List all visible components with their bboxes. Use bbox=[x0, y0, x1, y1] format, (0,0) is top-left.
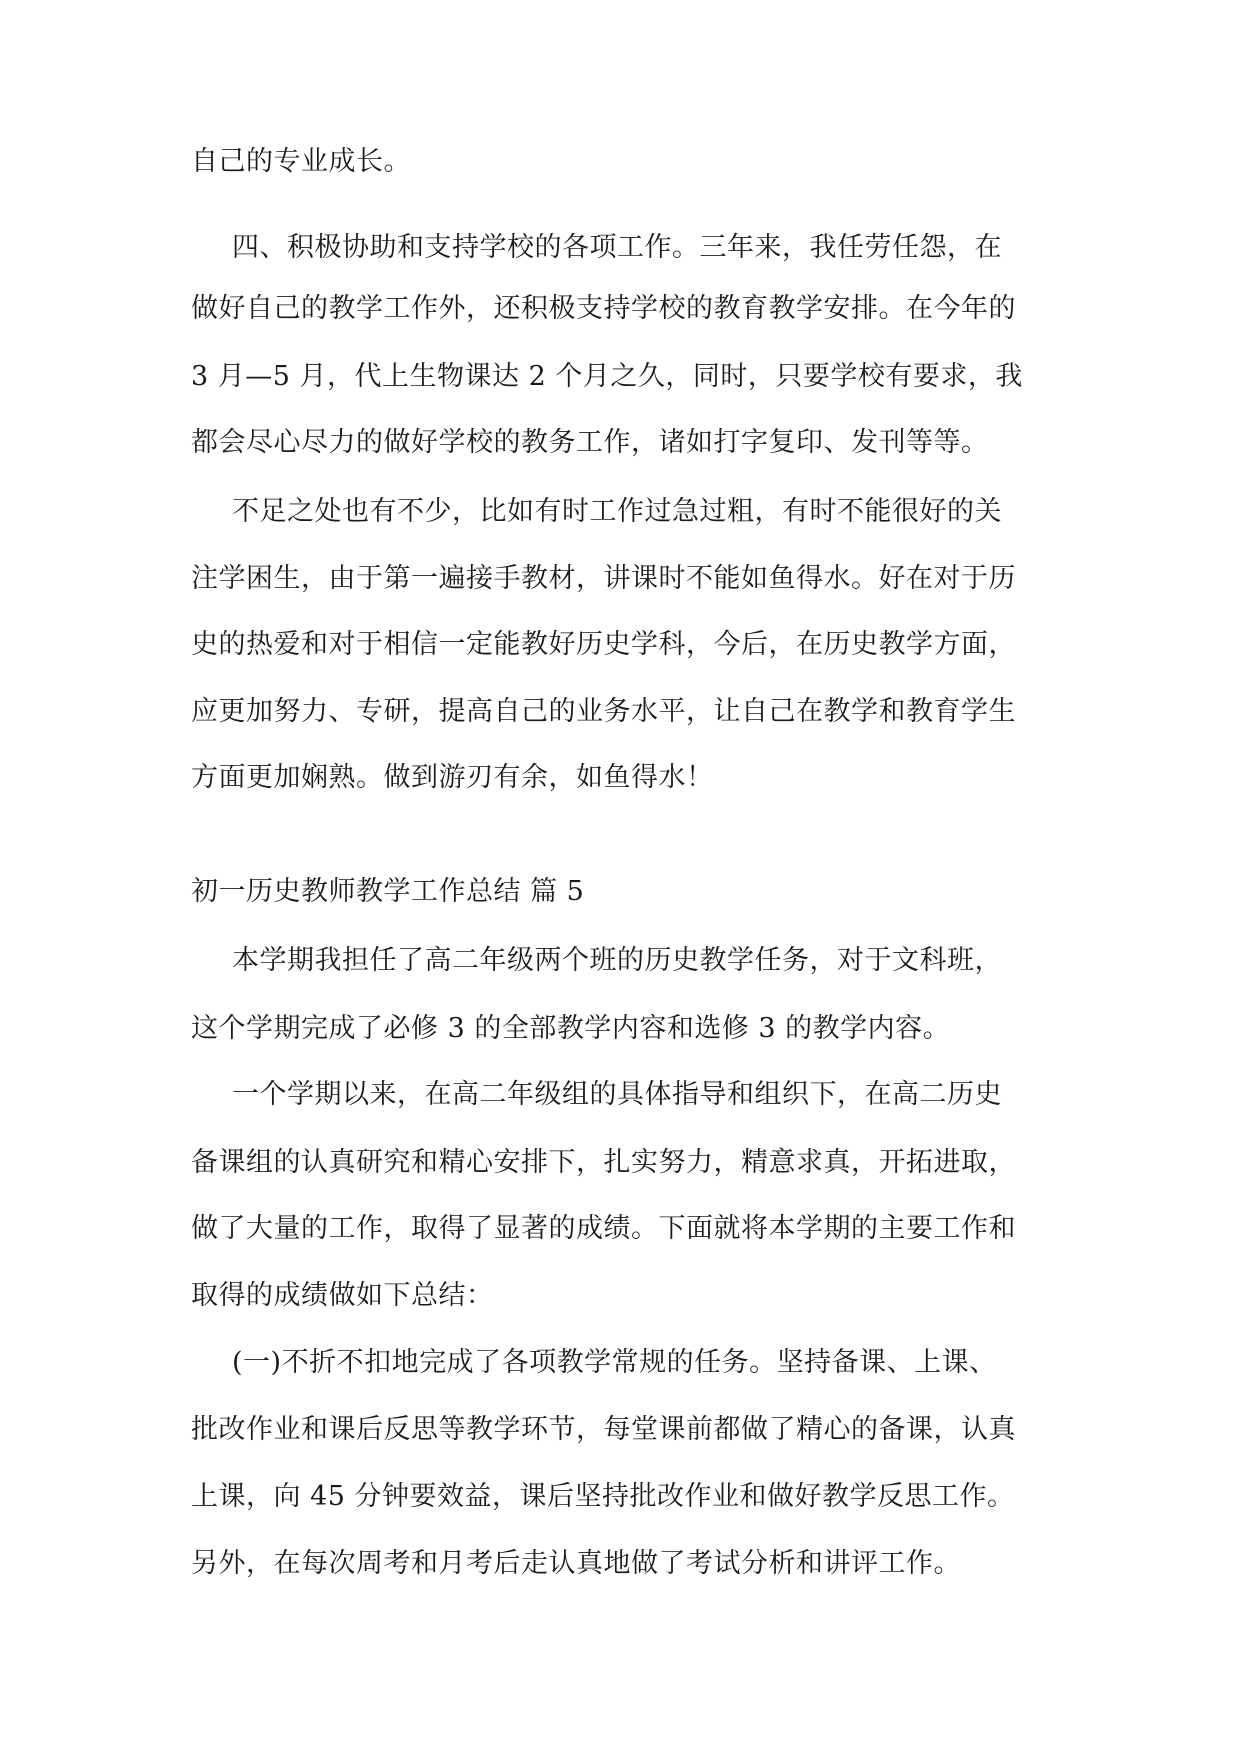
paragraph-line: 这个学期完成了必修 3 的全部教学内容和选修 3 的教学内容。 bbox=[191, 1013, 951, 1044]
paragraph-line: 应更加努力、专研，提高自己的业务水平，让自己在教学和教育学生 bbox=[191, 696, 1016, 727]
paragraph-line: 做好自己的教学工作外，还积极支持学校的教育教学安排。在今年的 bbox=[191, 293, 1016, 324]
paragraph-line: (一)不折不扣地完成了各项教学常规的任务。坚持备课、上课、 bbox=[232, 1347, 997, 1378]
paragraph-line: 方面更加娴熟。做到游刃有余，如鱼得水！ bbox=[191, 762, 714, 793]
paragraph-line: 上课，向 45 分钟要效益，课后坚持批改作业和做好教学反思工作。 bbox=[191, 1481, 1015, 1512]
section-heading: 初一历史教师教学工作总结 篇 5 bbox=[191, 876, 585, 907]
paragraph-line: 四、积极协助和支持学校的各项工作。三年来，我任劳任怨，在 bbox=[232, 232, 1002, 263]
paragraph-line: 做了大量的工作，取得了显著的成绩。下面就将本学期的主要工作和 bbox=[191, 1213, 1016, 1244]
paragraph-line: 本学期我担任了高二年级两个班的历史教学任务，对于文科班， bbox=[232, 945, 1002, 976]
paragraph-line: 另外，在每次周考和月考后走认真地做了考试分析和讲评工作。 bbox=[191, 1548, 961, 1579]
paragraph-line: 自己的专业成长。 bbox=[191, 146, 411, 177]
paragraph-line: 史的热爱和对于相信一定能教好历史学科，今后，在历史教学方面， bbox=[191, 629, 1016, 660]
paragraph-line: 都会尽心尽力的做好学校的教务工作，诸如打字复印、发刊等等。 bbox=[191, 427, 989, 458]
paragraph-line: 注学困生，由于第一遍接手教材，讲课时不能如鱼得水。好在对于历 bbox=[191, 563, 1016, 594]
paragraph-line: 不足之处也有不少，比如有时工作过急过粗，有时不能很好的关 bbox=[232, 496, 1002, 527]
paragraph-line: 3 月—5 月，代上生物课达 2 个月之久，同时，只要学校有要求，我 bbox=[191, 361, 1023, 392]
paragraph-line: 一个学期以来，在高二年级组的具体指导和组织下，在高二历史 bbox=[232, 1079, 1002, 1110]
paragraph-line: 备课组的认真研究和精心安排下，扎实努力，精意求真，开拓进取， bbox=[191, 1147, 1016, 1178]
paragraph-line: 取得的成绩做如下总结： bbox=[191, 1280, 494, 1311]
paragraph-line: 批改作业和课后反思等教学环节，每堂课前都做了精心的备课，认真 bbox=[191, 1414, 1016, 1445]
